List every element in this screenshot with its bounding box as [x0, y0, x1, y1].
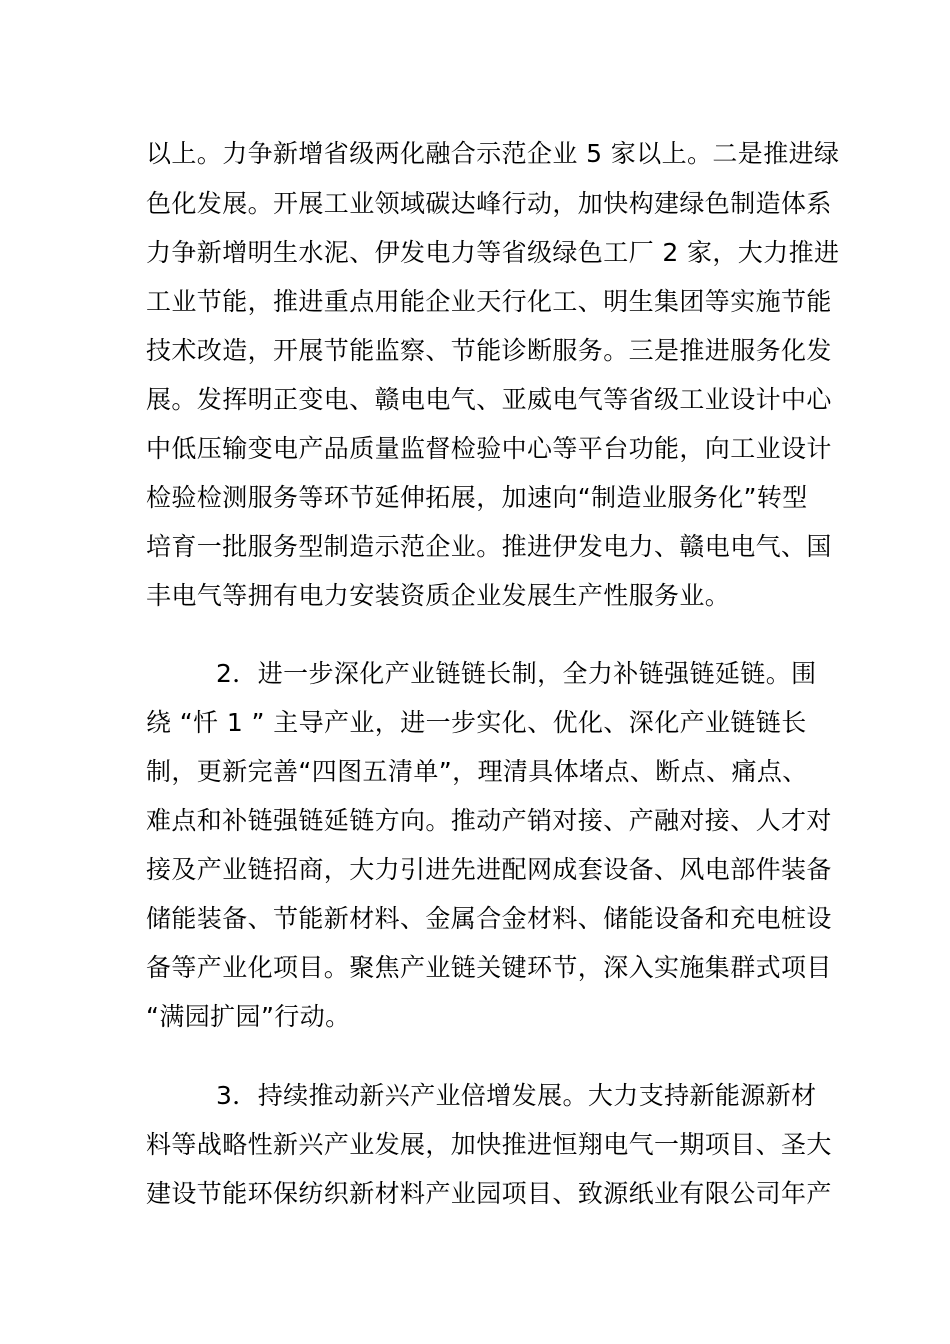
text-line: 绕 “忏 1 ” 主导产业，进一步实化、优化、深化产业链链长: [146, 708, 807, 737]
text-line: 接及产业链招商，大力引进先进配网成套设备、风电部件装备: [146, 855, 832, 884]
text-line: “满园扩园”行动。: [146, 1002, 351, 1031]
text-line: 以上。力争新增省级两化融合示范企业 5 家以上。二是推进绿: [146, 139, 840, 168]
paragraph-heading-2: 2．进一步深化产业链链长制，全力补链强链延链。围: [216, 659, 817, 688]
text-line: 料等战略性新兴产业发展，加快推进恒翔电气一期项目、圣大: [146, 1130, 832, 1159]
text-line: 制，更新完善“四图五清单”，理清具体堵点、断点、痛点、: [146, 757, 808, 786]
text-line: 工业节能，推进重点用能企业天行化工、明生集团等实施节能: [146, 287, 832, 316]
text-line: 培育一批服务型制造示范企业。推进伊发电力、赣电电气、国: [146, 532, 832, 561]
text-line: 色化发展。开展工业领域碳达峰行动，加快构建绿色制造体系: [146, 189, 832, 218]
text-line: 难点和补链强链延链方向。推动产销对接、产融对接、人才对: [146, 806, 832, 835]
text-line: 力争新增明生水泥、伊发电力等省级绿色工厂 2 家，大力推进: [146, 238, 840, 267]
text-line: 储能装备、节能新材料、金属合金材料、储能设备和充电桩设: [146, 904, 832, 933]
text-line: 检验检测服务等环节延伸拓展，加速向“制造业服务化”转型: [146, 483, 808, 512]
text-line: 备等产业化项目。聚焦产业链关键环节，深入实施集群式项目: [146, 953, 832, 982]
text-line: 技术改造，开展节能监察、节能诊断服务。三是推进服务化发: [146, 336, 832, 365]
paragraph-heading-3: 3．持续推动新兴产业倍增发展。大力支持新能源新材: [216, 1081, 817, 1110]
text-line: 中低压输变电产品质量监督检验中心等平台功能，向工业设计: [146, 434, 832, 463]
text-line: 建设节能环保纺织新材料产业园项目、致源纸业有限公司年产: [146, 1179, 832, 1208]
text-line: 展。发挥明正变电、赣电电气、亚威电气等省级工业设计中心: [146, 385, 832, 414]
text-line: 丰电气等拥有电力安装资质企业发展生产性服务业。: [146, 581, 731, 610]
